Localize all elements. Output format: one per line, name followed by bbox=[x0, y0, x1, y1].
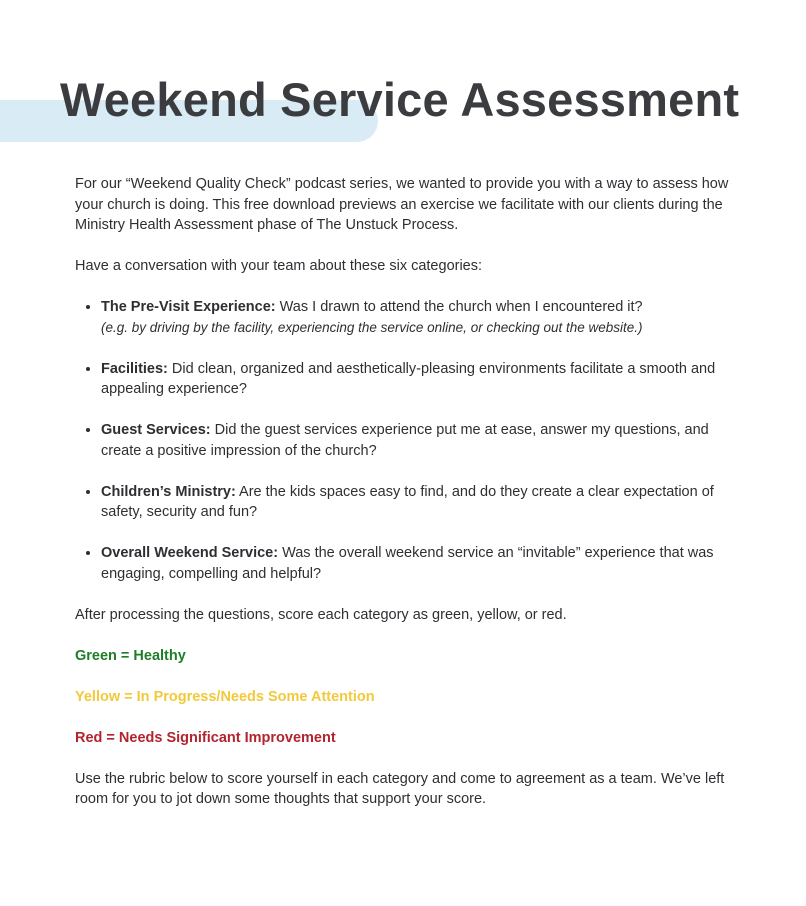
category-label: The Pre-Visit Experience: bbox=[101, 299, 276, 315]
scale-red: Red = Needs Significant Improvement bbox=[75, 729, 336, 746]
category-label: Children’s Ministry: bbox=[101, 483, 236, 500]
category-question: Did clean, organized and aesthetically-pleasing environments facilitate a smooth and appealing experience? bbox=[101, 360, 716, 397]
scale-yellow: Yellow = In Progress/Needs Some Attention bbox=[75, 688, 375, 705]
scale-green: Green = Healthy bbox=[75, 647, 186, 664]
category-note: (e.g. by driving by the facility, experiencing the service online, or checking out the website.) bbox=[101, 319, 643, 335]
category-list bbox=[75, 297, 745, 584]
category-label: Guest Services: bbox=[101, 422, 211, 438]
list-item bbox=[101, 297, 745, 338]
page-title: Weekend Service Assessment bbox=[60, 73, 740, 126]
category-question: Was I drawn to attend the church when I encountered it? bbox=[279, 299, 643, 315]
category-label: Facilities: bbox=[101, 360, 168, 377]
document-body bbox=[75, 174, 745, 830]
category-label: Overall Weekend Service: bbox=[101, 545, 279, 561]
list-item bbox=[101, 420, 745, 461]
list-item bbox=[101, 543, 745, 584]
category-question: Are the kids spaces easy to find, and do they create a clear expectation of safety, security and fun? bbox=[101, 483, 714, 520]
category-question: Did the guest services experience put me at ease, answer my questions, and create a positive impression of the church? bbox=[101, 422, 709, 459]
closing-paragraph: Use the rubric below to score yourself in each category and come to agreement as a team. We’ve left room for you to jot down some thoughts that support your score. bbox=[75, 770, 725, 807]
list-item bbox=[101, 359, 745, 400]
scoring-instructions: After processing the questions, score each category as green, yellow, or red. bbox=[75, 606, 567, 623]
conversation-prompt: Have a conversation with your team about these six categories: bbox=[75, 258, 483, 274]
list-item bbox=[101, 482, 745, 523]
intro-paragraph: For our “Weekend Quality Check” podcast series, we wanted to provide you with a way to assess how your church is doing. This free download previews an exercise we facilitate with our clients during the Ministry Health Assessment phase of The Unstuck Process. bbox=[75, 176, 729, 233]
category-question: Was the overall weekend service an “invitable” experience that was engaging, compelling and helpful? bbox=[101, 545, 714, 582]
